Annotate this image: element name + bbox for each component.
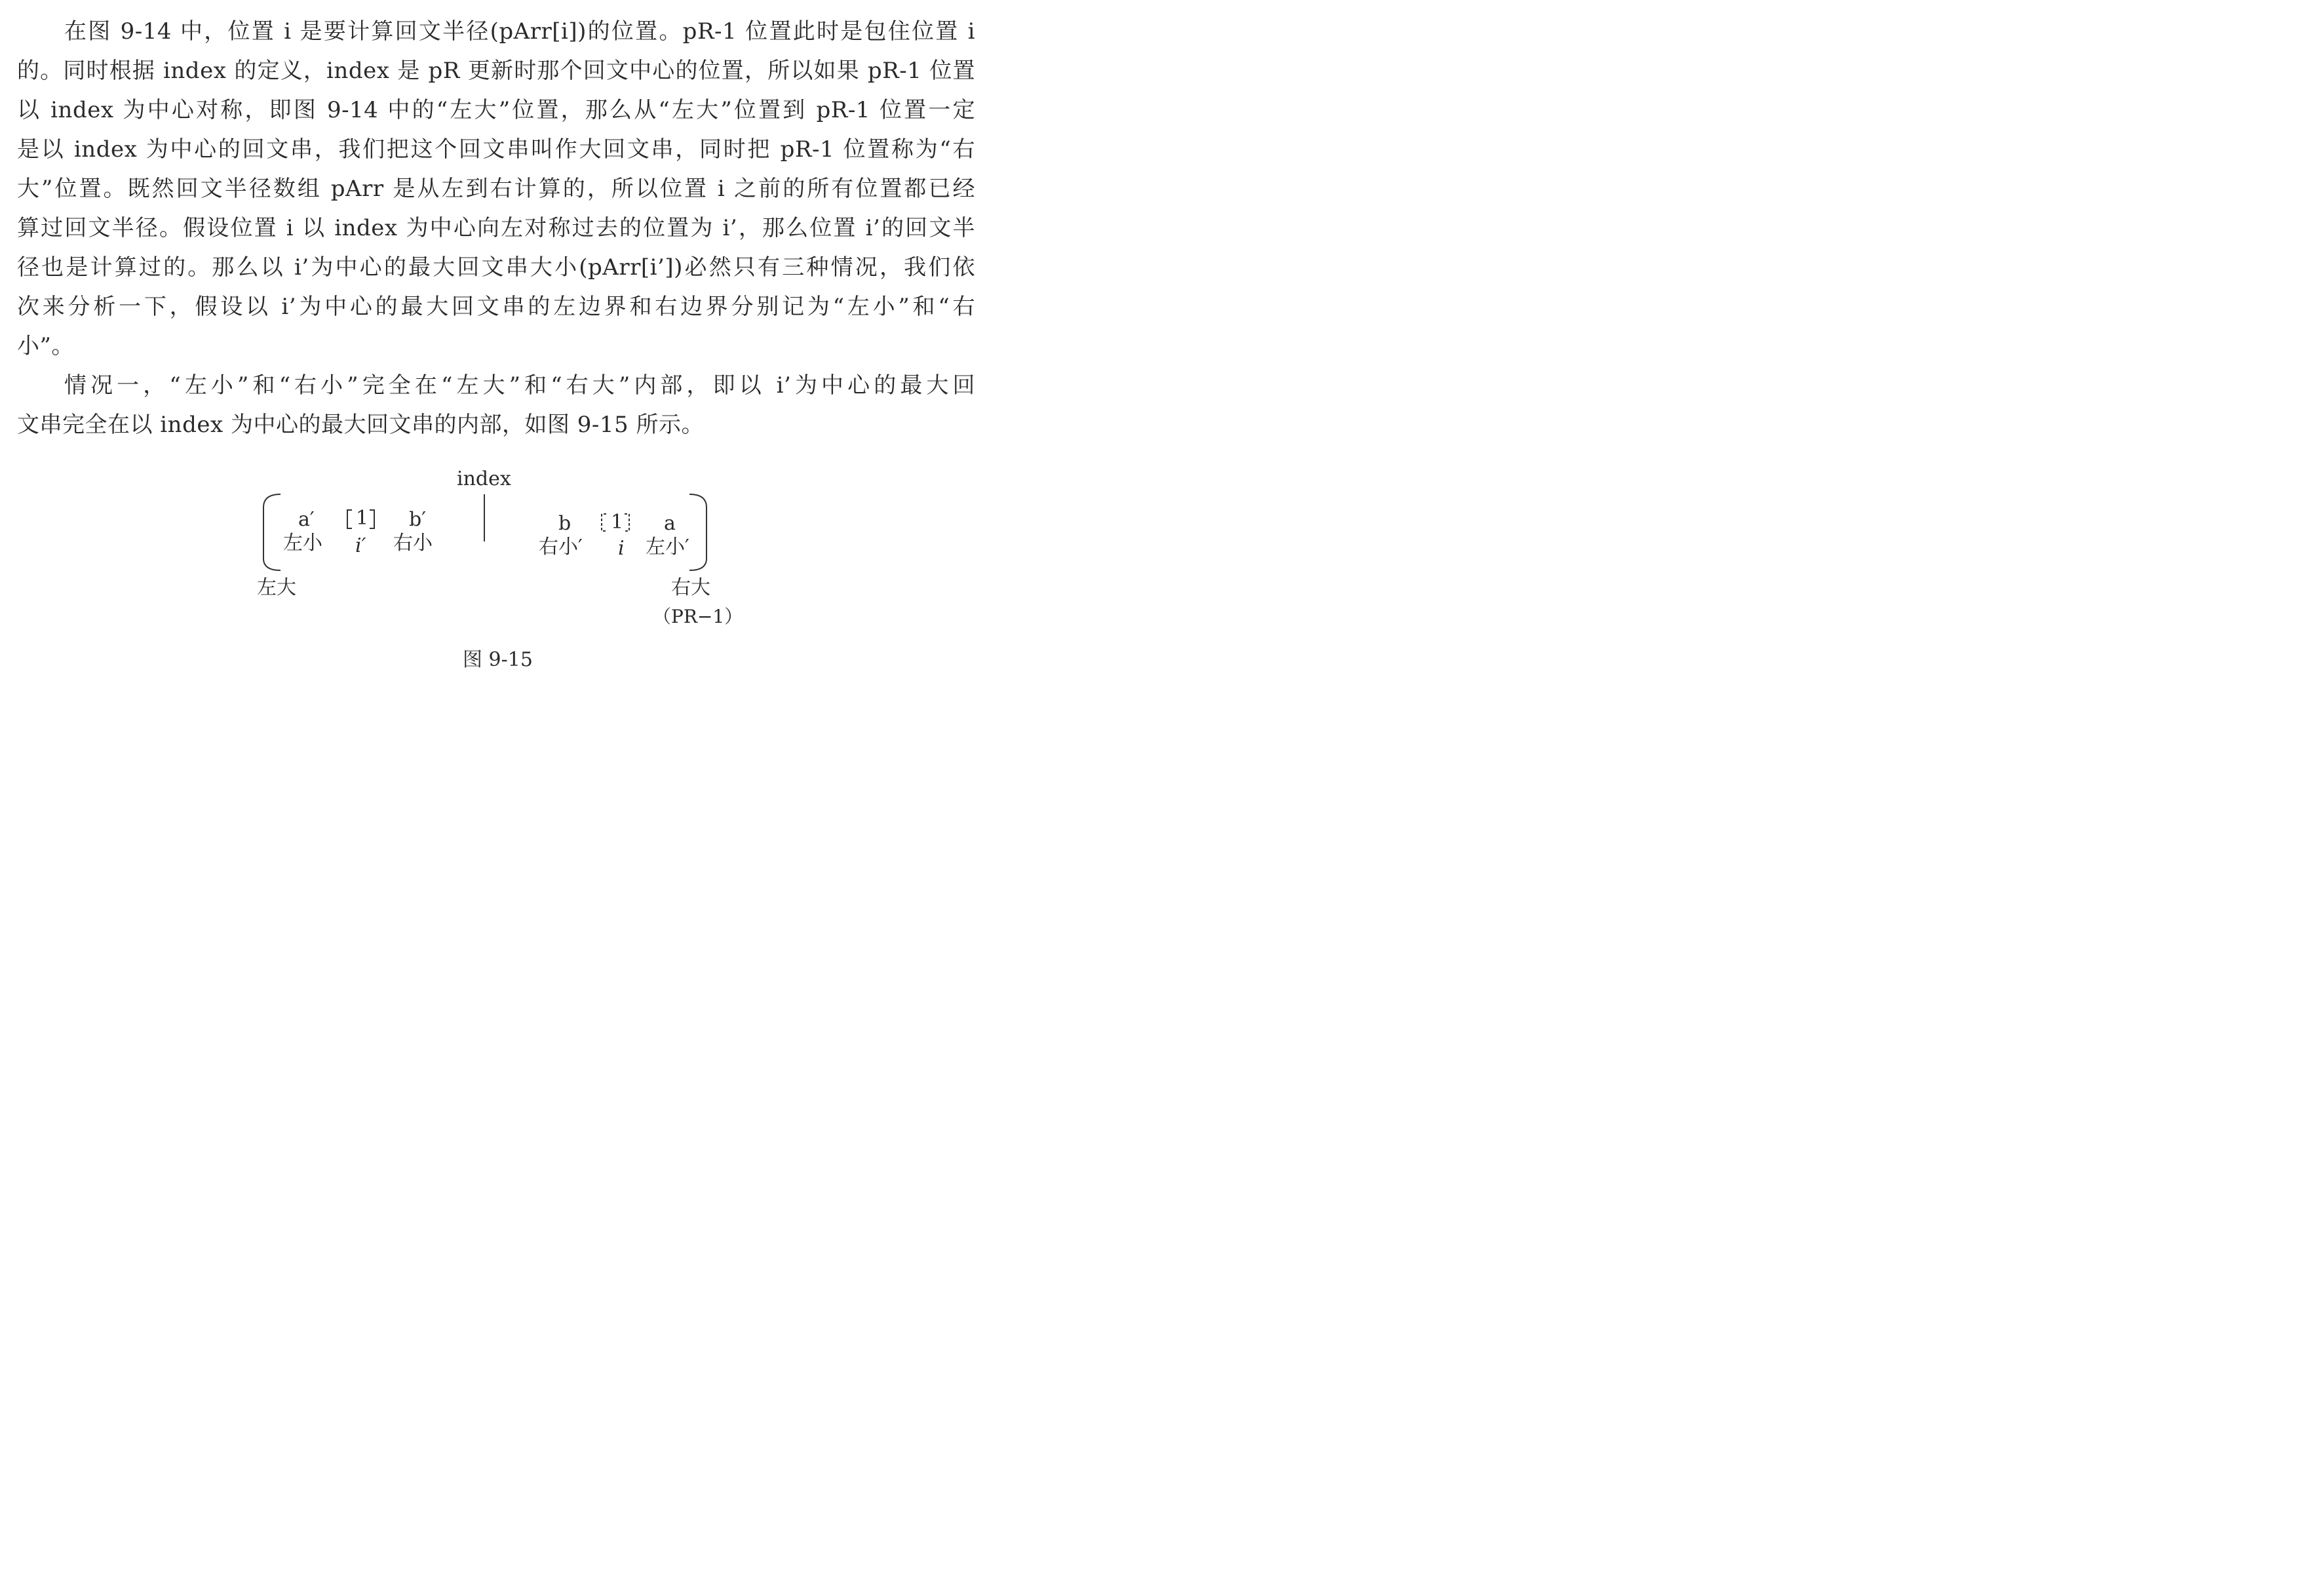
- text-line: 算过回文半径。假设位置 i 以 index 为中心向左对称过去的位置为 i’，那么位置 i’的回文半: [17, 215, 975, 241]
- right-small-prime-label: 右小′: [539, 536, 583, 559]
- left-box-value: 1: [356, 507, 369, 530]
- b-label: b: [558, 512, 571, 535]
- text-line: 小”。: [17, 333, 74, 359]
- left-small-label: 左小: [283, 532, 322, 555]
- left-big-bracket: [263, 494, 281, 570]
- text-line: 是以 index 为中心的回文串，我们把这个回文串叫作大回文串，同时把 pR-1 位置称为“右: [17, 136, 975, 163]
- a-label: a: [664, 512, 676, 535]
- text-line: 以 index 为中心对称，即图 9-14 中的“左大”位置，那么从“左大”位置到 pR-1 位置一定: [17, 97, 975, 123]
- index-label: index: [457, 467, 511, 490]
- text-line: 情况一，“左小”和“右小”完全在“左大”和“右大”内部，即以 i’为中心的最大回: [64, 372, 975, 399]
- text-line: 径也是计算过的。那么以 i’为中心的最大回文串大小(pArr[i’])必然只有三种情况，我们依: [17, 254, 975, 281]
- right-big-bracket: [689, 494, 707, 570]
- right-box-close: [625, 514, 629, 531]
- left-box-close: [370, 510, 374, 528]
- left-big-label: 左大: [257, 576, 296, 599]
- i-prime-label: i′: [355, 534, 366, 557]
- text-line: 在图 9-14 中，位置 i 是要计算回文半径(pArr[i])的位置。pR-1 位置此时是包住位置 i: [64, 18, 975, 45]
- text-line: 次来分析一下，假设以 i’为中心的最大回文串的左边界和右边界分别记为“左小”和“右: [17, 294, 975, 320]
- left-small-prime-label: 左小′: [646, 536, 689, 559]
- i-label: i: [618, 537, 625, 560]
- a-prime-label: a′: [298, 508, 315, 531]
- right-box-value: 1: [611, 511, 624, 534]
- right-box-open: [602, 514, 606, 531]
- right-small-label: 右小: [393, 532, 433, 555]
- b-prime-label: b′: [409, 508, 427, 531]
- left-box-open: [347, 510, 352, 528]
- text-line: 的。同时根据 index 的定义，index 是 pR 更新时那个回文中心的位置，所以如果 pR-1 位置: [17, 58, 975, 84]
- text-line: 文串完全在以 index 为中心的最大回文串的内部，如图 9-15 所示。: [17, 412, 704, 438]
- text-line: 大”位置。既然回文半径数组 pArr 是从左到右计算的，所以位置 i 之前的所有位置都已经: [17, 176, 975, 202]
- figure-caption: 图 9-15: [463, 648, 533, 671]
- right-big-label: 右大: [671, 576, 710, 599]
- pr-label: （PR−1）: [653, 606, 743, 627]
